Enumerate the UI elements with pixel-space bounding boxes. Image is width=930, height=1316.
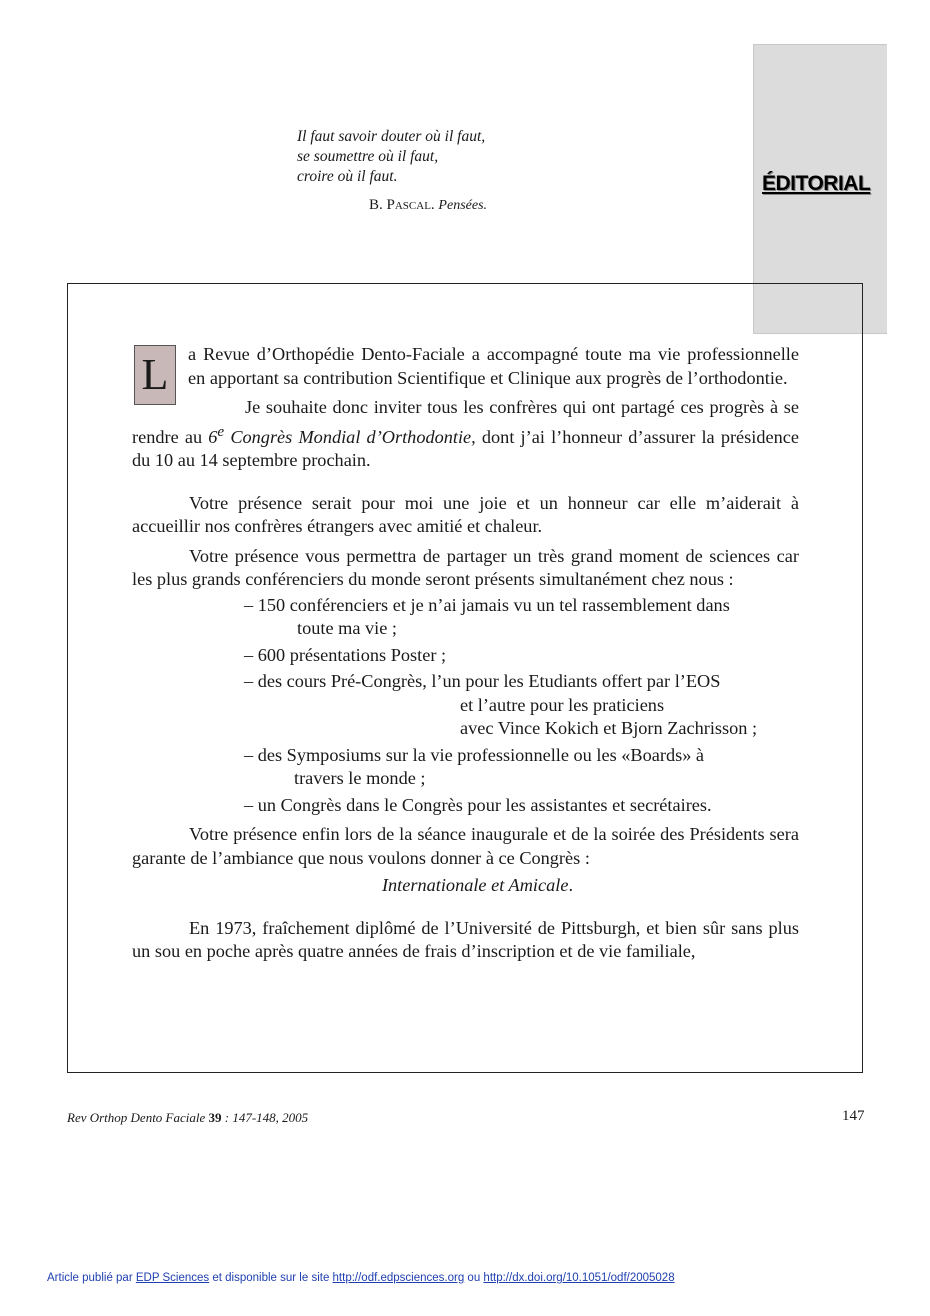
list-item: [244, 594, 799, 641]
epigraph-line: se soumettre où il faut,: [297, 148, 439, 165]
list-item-continuation: et l’autre pour les praticiens: [460, 694, 665, 715]
epigraph-author: B. Pascal.: [369, 197, 435, 213]
paragraph-2-end: dont j’ai l’honneur d’assurer la présidence du 10 au 14 septembre prochain.: [132, 426, 799, 471]
ordinal-suffix: e: [217, 422, 225, 440]
notice-prefix: Article publié par: [47, 1272, 136, 1284]
list-item-continuation: avec Vince Kokich et Bjorn Zachrisson ;: [460, 718, 758, 739]
paragraph-4: Votre présence vous permettra de partager un très grand moment de sciences car les plus grands conférenciers du monde seront présents simultanément chez nous :: [132, 545, 799, 590]
ordinal-number: 6: [208, 426, 218, 447]
journal-pages: : 147-148, 2005: [221, 1110, 309, 1125]
article-body: [132, 343, 799, 964]
publication-notice: [47, 1272, 675, 1284]
motto-period: .: [568, 875, 574, 896]
epigraph-work: Pensées.: [438, 198, 488, 213]
journal-volume: 39: [208, 1110, 222, 1125]
list-item-text: – des cours Pré-Congrès, l’un pour les Etudiants offert par l’EOS: [244, 671, 721, 692]
list-item-text: – 150 conférenciers et je n’ai jamais vu un tel rassemblement dans: [244, 594, 730, 615]
list-item-continuation: travers le monde ;: [294, 768, 426, 789]
list-item-text: – des Symposiums sur la vie professionnelle ou les «Boards» à: [244, 744, 705, 765]
paragraph-2: [132, 396, 799, 473]
congress-name: Congrès Mondial d’Orthodontie,: [224, 426, 476, 447]
list-item: [244, 744, 799, 791]
epigraph-line: croire où il faut.: [297, 168, 398, 185]
congress-motto: [132, 874, 799, 898]
motto-text: Internationale et Amicale: [381, 875, 569, 896]
list-item: – un Congrès dans le Congrès pour les assistantes et secrétaires.: [244, 794, 712, 815]
epigraph-line: Il faut savoir douter où il faut,: [297, 128, 486, 145]
program-list: [244, 594, 799, 818]
epigraph: [297, 127, 597, 216]
paragraph-2-text: Je souhaite donc inviter tous les confrères qui ont partagé ces progrès à se rendre au: [132, 397, 799, 447]
paragraph-6: En 1973, fraîchement diplômé de l’Université de Pittsburgh, et bien sûr sans plus un sou en poche après quatre années de frais d’inscription et de vie familiale,: [132, 917, 799, 962]
drop-cap: L: [134, 345, 176, 405]
list-item-continuation: toute ma vie ;: [297, 618, 398, 639]
epigraph-attribution: [297, 195, 597, 216]
paragraph-5: Votre présence enfin lors de la séance inaugurale et de la soirée des Présidents sera garante de l’ambiance que nous voulons donner à ce Congrès :: [132, 824, 799, 868]
section-label: ÉDITORIAL: [762, 172, 871, 195]
journal-name: Rev Orthop Dento Faciale: [67, 1110, 206, 1125]
notice-or: ou: [464, 1272, 484, 1284]
notice-middle: et disponible sur le site: [209, 1272, 333, 1284]
site-link[interactable]: http://odf.edpsciences.org: [332, 1272, 465, 1284]
paragraph-1-text: a Revue d’Orthopédie Dento-Faciale a accompagné toute ma vie professionnelle en apportant sa contribution Scientifique et Clinique aux progrès de l’orthodontie.: [188, 344, 799, 388]
page-number: 147: [842, 1108, 865, 1124]
list-item: [244, 670, 799, 741]
list-item: – 600 présentations Poster ;: [244, 644, 447, 665]
publisher-link[interactable]: EDP Sciences: [135, 1272, 210, 1284]
doi-link[interactable]: http://dx.doi.org/10.1051/odf/2005028: [483, 1272, 675, 1284]
journal-citation: [67, 1110, 308, 1126]
paragraph-3: Votre présence serait pour moi une joie et un honneur car elle m’aiderait à accueillir nos confrères étrangers avec amitié et chaleur.: [132, 492, 799, 537]
paragraph-1: [132, 343, 799, 399]
